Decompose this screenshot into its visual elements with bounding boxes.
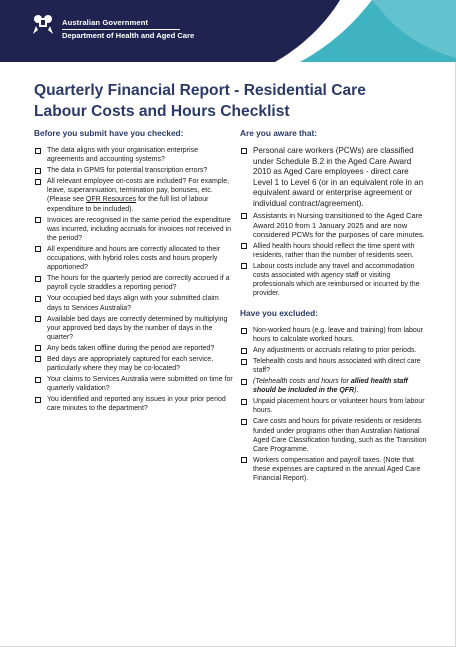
- aware-excluded-column: [240, 128, 430, 485]
- coat-of-arms-icon: [30, 10, 56, 36]
- aware-list: [240, 146, 430, 298]
- aware-heading: Are you aware that:: [240, 128, 317, 138]
- checkbox-icon: [241, 379, 247, 385]
- checkbox-icon: [35, 246, 41, 252]
- checklist-item: The hours for the quarterly period are correctly accrued if a payroll cycle straddles a reporting period?: [34, 274, 234, 292]
- checklist-item: Your claims to Services Australia were submitted on time for quarterly validation?: [34, 375, 234, 393]
- checkbox-icon: [35, 296, 41, 302]
- checkbox-icon: [241, 243, 247, 249]
- checkbox-icon: [241, 457, 247, 463]
- before-submit-list: [34, 146, 234, 414]
- title-line-1: Quarterly Financial Report - Residential Care: [34, 82, 366, 99]
- checkbox-icon: [241, 263, 247, 269]
- checkbox-icon: [35, 356, 41, 362]
- checkbox-icon: [35, 168, 41, 174]
- checklist-item: (Telehealth costs and hours for allied health staff should be included in the QFR).: [240, 377, 430, 395]
- checkbox-icon: [35, 148, 41, 154]
- government-name: Australian Government: [62, 18, 149, 27]
- title-line-2: Labour Costs and Hours Checklist: [34, 103, 290, 120]
- checklist-item: Non-worked hours (e.g. leave and training) from labour hours to calculate worked hours.: [240, 326, 430, 344]
- header-banner: [0, 0, 456, 62]
- checklist-item: Any beds taken offline during the period are reported?: [34, 344, 234, 353]
- checklist-item: All relevant employee on-costs are included? For example, leave, superannuation, termination pay, bonuses, etc. (Please see QFR Resources for the full list of labour expenditure to be included).: [34, 177, 234, 213]
- checkbox-icon: [241, 419, 247, 425]
- qfr-resources-link[interactable]: QFR Resources: [85, 196, 137, 204]
- department-name: Department of Health and Aged Care: [62, 31, 195, 40]
- checkbox-icon: [35, 377, 41, 383]
- checkbox-icon: [241, 148, 247, 154]
- header-divider: [62, 29, 180, 30]
- checklist-item: Care costs and hours for private residents or residents funded under programs other than Australian National Aged Care Classification funding, such as the Transition Care Programme.: [240, 417, 430, 453]
- checkbox-icon: [241, 348, 247, 354]
- checklist-item: Workers compensation and payroll taxes. (Note that these expenses are captured in the annual Aged Care Financial Report).: [240, 456, 430, 483]
- excluded-list: [240, 326, 430, 483]
- before-submit-heading: Before you submit have you checked:: [34, 128, 184, 138]
- checkbox-icon: [241, 399, 247, 405]
- telehealth-note: allied health staff should be included in the QFR: [253, 378, 408, 395]
- checklist-item: Your occupied bed days align with your submitted claim days to Services Australia?: [34, 294, 234, 312]
- section-spacer: [240, 300, 430, 308]
- checklist-item: Invoices are recognised in the same period the expenditure was incurred, including accruals for invoices not received in the period?: [34, 216, 234, 243]
- checklist-item: The data in GPMS for potential transcription errors?: [34, 166, 234, 175]
- before-submit-column: [34, 128, 234, 416]
- checklist-item: Bed days are appropriately captured for each service, particularly where they may be co-located?: [34, 355, 234, 373]
- checkbox-icon: [35, 217, 41, 223]
- checklist-item: Unpaid placement hours or volunteer hours from labour hours.: [240, 397, 430, 415]
- checklist-item: Assistants in Nursing transitioned to the Aged Care Award 2010 from 1 January 2025 and are now considered PCWs for the purposes of care minutes.: [240, 211, 430, 240]
- checkbox-icon: [35, 316, 41, 322]
- checklist-item: Allied health hours should reflect the time spent with residents, rather than the number of residents seen.: [240, 242, 430, 260]
- checklist-item: Telehealth costs and hours associated with direct care staff?: [240, 357, 430, 375]
- checklist-item: Personal care workers (PCWs) are classified under Schedule B.2 in the Aged Care Award 2010 as Aged Care employees - direct care Level 1 to Level 6 (or in an equivalent role in an equivalent award or enterprise agreement or individual contract/agreement).: [240, 146, 430, 209]
- checklist-item: Available bed days are correctly determined by multiplying your approved bed days by the number of days in the quarter?: [34, 315, 234, 342]
- checkbox-icon: [35, 276, 41, 282]
- checkbox-icon: [241, 213, 247, 219]
- checkbox-icon: [35, 345, 41, 351]
- excluded-heading: Have you excluded:: [240, 308, 318, 319]
- checklist-item: You identified and reported any issues in your prior period care minutes to the department?: [34, 395, 234, 413]
- checkbox-icon: [35, 179, 41, 185]
- page-title: [34, 80, 434, 122]
- checklist-item: Labour costs include any travel and accommodation costs associated with agency staff or visiting professionals which are reimbursed or incurred by the provider.: [240, 262, 430, 298]
- checklist-item: Any adjustments or accruals relating to prior periods.: [240, 346, 430, 355]
- checklist-item: The data aligns with your organisation enterprise agreements and accounting systems?: [34, 146, 234, 164]
- checkbox-icon: [241, 328, 247, 334]
- checkbox-icon: [35, 397, 41, 403]
- checkbox-icon: [241, 359, 247, 365]
- checklist-item: All expenditure and hours are correctly allocated to their occupations, with hybrid roles costs and hours properly apportioned?: [34, 245, 234, 272]
